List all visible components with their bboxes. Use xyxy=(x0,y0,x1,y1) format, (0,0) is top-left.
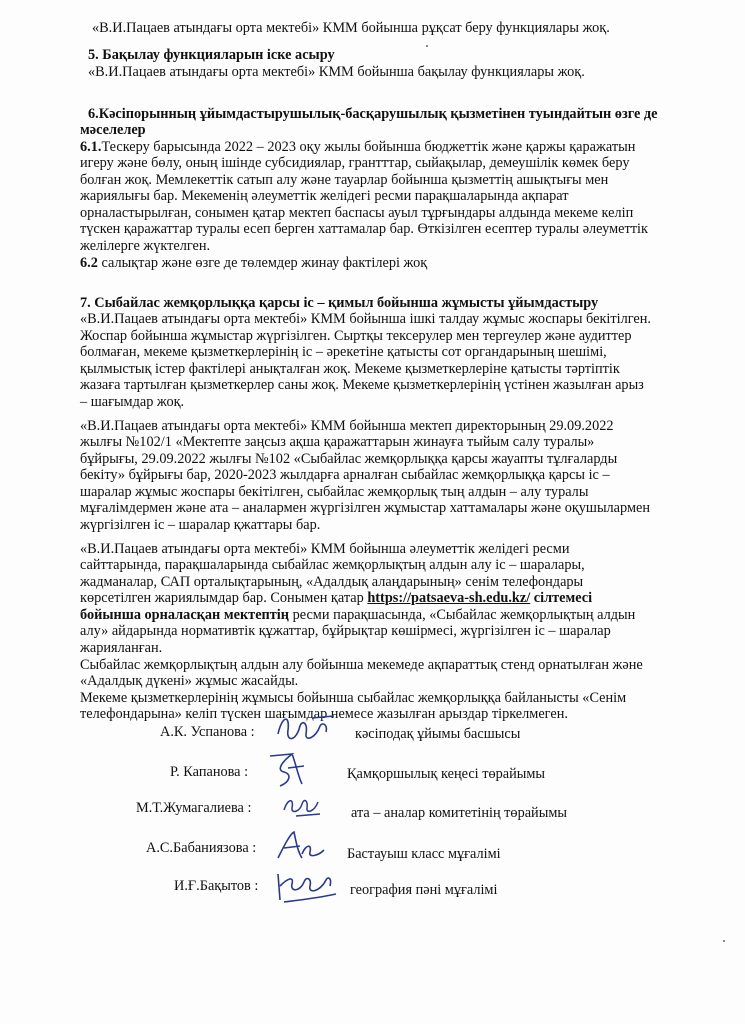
text-line: жадманалар, САП орталықтарының, «Адалдық алаңдарының» сенім телефондары xyxy=(80,574,584,590)
handwritten-signature xyxy=(280,792,326,820)
item-number: 6.2 xyxy=(80,255,98,271)
text-line: сайттарында, парақшаларында сыбайлас жемқорлықтың алдын алу іс – шаралары, xyxy=(80,557,585,573)
signatory-role: Бастауыш класс мұғалімі xyxy=(347,846,501,862)
text-line: болған жоқ. Мемлекеттік сатып алу және тауарлар бойынша қызметтің ашықтығы мен xyxy=(80,172,609,188)
scan-speck xyxy=(723,940,725,942)
text-line: жүргізілген іс – шаралар қжаттары бар. xyxy=(80,517,321,533)
text-line: қылмыстық істер фактілері анықталған жоқ. Мекеме қызметкерлеріне қатысты тәртіптік xyxy=(80,361,620,377)
text-line: бекіту» бұйрығы бар, 2020-2023 жылдарға арналған сыбайлас жемқорлыққа қарсы іс – xyxy=(80,467,610,483)
text-line: «В.И.Пацаев атындағы орта мектебі» КММ бойынша әлеуметтік желідегі ресми xyxy=(80,541,570,557)
signatory-name: Р. Капанова : xyxy=(170,764,249,780)
text-line: «В.И.Пацаев атындағы орта мектебі» КММ бойынша бақылау функциялары жоқ. xyxy=(88,64,585,80)
paragraph-6-1-first: 6.1.Тескеру барысында 2022 – 2023 оқу жылы бойынша бюджеттік және қаржы қаражатын xyxy=(80,139,636,155)
text-line: бұйрығы, 29.09.2022 жылғы №102 «Сыбайлас жемқорлыққа қарсы жауапты тұлғаларды xyxy=(80,451,618,467)
text-line-with-link: көрсетілген жариялымдар бар. Сонымен қатар https://patsaeva-sh.edu.kz/ сілтемесі xyxy=(80,590,593,606)
text-line: орналастырылған, сонымен қатар мектеп баспасы ауыл тұрғындары алдында мекеме келіп xyxy=(80,205,634,221)
text-line: – шағымдар жоқ. xyxy=(80,394,185,410)
handwritten-signature xyxy=(262,748,312,792)
text-line: игеру және бөлу, оның ішінде субсидиялар, грантттар, сыйақылар, демеушілік көмек беру xyxy=(80,155,630,171)
text-line: Мекеме қызметкерлерінің жұмысы бойынша сыбайлас жемқорлыққа байланысты «Сенім xyxy=(80,690,627,706)
signatory-name: М.Т.Жумагалиева : xyxy=(136,800,252,816)
signatory-role: кәсіподақ ұйымы басшысы xyxy=(355,726,521,742)
school-website-link[interactable]: https://patsaeva-sh.edu.kz/ xyxy=(367,590,531,606)
text-line: «В.И.Пацаев атындағы орта мектебі» КММ бойынша ішкі талдау жұмыс жоспары бекітілген. xyxy=(80,311,651,327)
handwritten-signature xyxy=(272,712,342,748)
text-line: желілерге жүктелген. xyxy=(80,238,211,254)
text-line: «Адалдық дүкені» жұмыс жасайды. xyxy=(80,673,299,689)
signatory-name: И.Ғ.Бақытов : xyxy=(174,878,259,894)
text-line: жарияланған. xyxy=(80,640,163,656)
paragraph-6-2: 6.2 салықтар және өзге де төлемдер жинау фактілері жоқ xyxy=(80,255,428,271)
signatory-name: А.С.Бабаниязова : xyxy=(146,840,257,856)
section-6-heading-cont: мәселелер xyxy=(80,122,146,138)
scan-speck xyxy=(426,45,428,47)
text-line: болмаған, мекеме қызметкерлерінің іс – әрекетіне қатысты сот органдарының шешімі, xyxy=(80,344,607,360)
section-6-heading: 6.Кәсіпорынның ұйымдастырушылық-басқарушылық қызметінен туындайтын өзге де xyxy=(88,106,658,122)
handwritten-signature xyxy=(272,826,330,866)
text-line: алу» айдарында нормативтік құжаттар, бұйрықтар көшірмесі, жүргізілген іс – шаралар xyxy=(80,623,611,639)
text-line: жариялығы бар. Мекеменің әлеуметтік желідегі ресми парақшаларында ақпарат xyxy=(80,188,569,204)
text-line: телефондарына» келіп түскен шағымдар немесе жазылған арыздар тіркелмеген. xyxy=(80,706,568,722)
text-line: Сыбайлас жемқорлықтың алдын алу бойынша мекемеде ақпараттық стенд орнатылған және xyxy=(80,657,643,673)
text-line: Жоспар бойынша жұмыстар жүргізілген. Сыртқы тексерулер мен тергеулер және аудиттер xyxy=(80,328,632,344)
item-number: 6.1. xyxy=(80,139,102,155)
text-line: жазаға тартылған қызметкерлер саны жоқ. Мекеме қызметкерлерінің үстінен жазылған арыз xyxy=(80,377,644,393)
text-line: «В.И.Пацаев атындағы орта мектебі» КММ бойынша рұқсат беру функциялары жоқ. xyxy=(92,20,610,36)
signatory-name: А.К. Успанова : xyxy=(160,724,255,740)
section-7-heading: 7. Сыбайлас жемқорлыққа қарсы іс – қимыл бойынша жұмысты ұйымдастыру xyxy=(80,295,599,311)
signatory-role: география пәні мұғалімі xyxy=(350,882,498,898)
handwritten-signature xyxy=(270,866,342,906)
section-5-heading: 5. Бақылау функцияларын іске асыру xyxy=(88,47,335,63)
text-line: мұғалімдермен және ата – аналармен жүргізілген жұмыстар хаттамалары және оқушылармен xyxy=(80,500,651,516)
signatory-role: ата – аналар комитетінің төрайымы xyxy=(351,805,567,821)
text-line: түскен қаражаттар туралы есеп берген хаттамалар бар. Өткізілген есептер туралы әлеуметтік xyxy=(80,221,648,237)
text-line: шаралар жұмыс жоспары бекітілген, сыбайлас жемқорлық тың алдын – алу туралы xyxy=(80,484,589,500)
text-line: бойынша орналасқан мектептің ресми парақшасында, «Сыбайлас жемқорлықтың алдын xyxy=(80,607,636,623)
text-line: жылғы №102/1 «Мектепте заңсыз ақша қаражаттарын жинауға тыйым салу туралы» xyxy=(80,434,595,450)
text-line: «В.И.Пацаев атындағы орта мектебі» КММ бойынша мектеп директорының 29.09.2022 xyxy=(80,418,614,434)
signatory-role: Қамқоршылық кеңесі төрайымы xyxy=(347,766,546,782)
